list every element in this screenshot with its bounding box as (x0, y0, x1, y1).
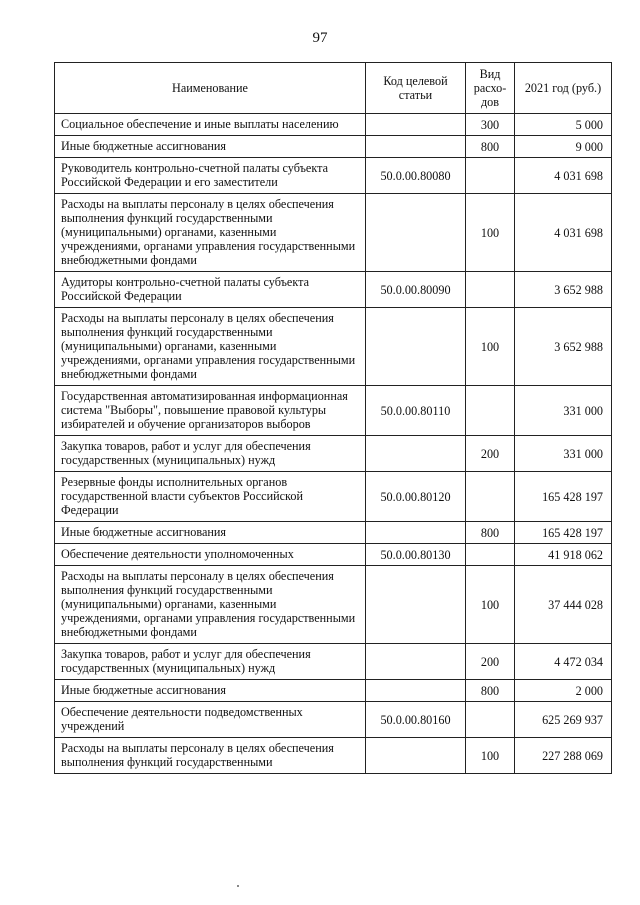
budget-table (54, 62, 612, 774)
row-target-code (366, 436, 466, 472)
row-expense-type (466, 544, 515, 566)
table-row (55, 308, 612, 386)
page-number: 97 (312, 30, 328, 46)
row-target-code (366, 522, 466, 544)
row-expense-type: 100 (466, 566, 515, 644)
row-expense-type: 800 (466, 522, 515, 544)
header-expense-type: Вид расхо-дов (466, 63, 515, 114)
row-expense-type: 100 (466, 308, 515, 386)
table-row (55, 272, 612, 308)
row-expense-type (466, 272, 515, 308)
row-expense-type: 200 (466, 644, 515, 680)
table-row (55, 738, 612, 774)
row-expense-type: 100 (466, 194, 515, 272)
row-target-code: 50.0.00.80110 (366, 386, 466, 436)
row-name: Расходы на выплаты персоналу в целях обеспечения выполнения функций государственными (муниципальными) органами, казенными учреждениями, органами управления государственными внебюджетными фондами (55, 194, 366, 272)
row-name: Обеспечение деятельности уполномоченных (55, 544, 366, 566)
row-expense-type (466, 472, 515, 522)
table-row (55, 114, 612, 136)
row-expense-type (466, 386, 515, 436)
row-amount: 165 428 197 (515, 472, 612, 522)
row-amount: 41 918 062 (515, 544, 612, 566)
row-name: Закупка товаров, работ и услуг для обеспечения государственных (муниципальных) нужд (55, 436, 366, 472)
row-name: Иные бюджетные ассигнования (55, 136, 366, 158)
row-amount: 9 000 (515, 136, 612, 158)
table-row (55, 644, 612, 680)
row-amount: 3 652 988 (515, 308, 612, 386)
table-row (55, 566, 612, 644)
row-amount: 5 000 (515, 114, 612, 136)
row-amount: 165 428 197 (515, 522, 612, 544)
row-name: Резервные фонды исполнительных органов государственной власти субъектов Российской Федерации (55, 472, 366, 522)
table-header-row (55, 63, 612, 114)
row-expense-type: 300 (466, 114, 515, 136)
row-target-code (366, 566, 466, 644)
row-amount: 625 269 937 (515, 702, 612, 738)
table-row (55, 386, 612, 436)
header-code: Код целевой статьи (366, 63, 466, 114)
scan-speck (237, 885, 239, 887)
table-row (55, 472, 612, 522)
row-expense-type: 800 (466, 136, 515, 158)
row-target-code (366, 114, 466, 136)
row-amount: 37 444 028 (515, 566, 612, 644)
row-name: Государственная автоматизированная информационная система "Выборы", повышение правовой культуры избирателей и обучение организаторов выборов (55, 386, 366, 436)
row-target-code (366, 308, 466, 386)
row-amount: 331 000 (515, 436, 612, 472)
row-expense-type (466, 158, 515, 194)
table-row (55, 194, 612, 272)
row-name: Иные бюджетные ассигнования (55, 522, 366, 544)
row-target-code (366, 194, 466, 272)
row-name: Расходы на выплаты персоналу в целях обеспечения выполнения функций государственными (муниципальными) органами, казенными учреждениями, органами управления государственными внебюджетными фондами (55, 308, 366, 386)
row-name: Расходы на выплаты персоналу в целях обеспечения выполнения функций государственными (55, 738, 366, 774)
row-amount: 2 000 (515, 680, 612, 702)
row-expense-type: 100 (466, 738, 515, 774)
table-row (55, 702, 612, 738)
row-target-code (366, 136, 466, 158)
row-name: Обеспечение деятельности подведомственных учреждений (55, 702, 366, 738)
row-name: Социальное обеспечение и иные выплаты населению (55, 114, 366, 136)
table-row (55, 136, 612, 158)
row-target-code (366, 680, 466, 702)
row-amount: 3 652 988 (515, 272, 612, 308)
row-name: Иные бюджетные ассигнования (55, 680, 366, 702)
header-name: Наименование (55, 63, 366, 114)
row-target-code: 50.0.00.80080 (366, 158, 466, 194)
table-row (55, 158, 612, 194)
row-expense-type: 200 (466, 436, 515, 472)
row-name: Руководитель контрольно-счетной палаты субъекта Российской Федерации и его заместители (55, 158, 366, 194)
row-target-code: 50.0.00.80090 (366, 272, 466, 308)
row-target-code: 50.0.00.80130 (366, 544, 466, 566)
row-target-code (366, 644, 466, 680)
table-row (55, 436, 612, 472)
header-amount-2021: 2021 год (руб.) (515, 63, 612, 114)
row-target-code: 50.0.00.80160 (366, 702, 466, 738)
row-target-code (366, 738, 466, 774)
row-name: Расходы на выплаты персоналу в целях обеспечения выполнения функций государственными (муниципальными) органами, казенными учреждениями, органами управления государственными внебюджетными фондами (55, 566, 366, 644)
row-amount: 4 031 698 (515, 194, 612, 272)
table-row (55, 544, 612, 566)
table-row (55, 522, 612, 544)
row-expense-type (466, 702, 515, 738)
row-amount: 331 000 (515, 386, 612, 436)
table-row (55, 680, 612, 702)
row-expense-type: 800 (466, 680, 515, 702)
table-body (55, 114, 612, 774)
row-amount: 4 472 034 (515, 644, 612, 680)
row-name: Закупка товаров, работ и услуг для обеспечения государственных (муниципальных) нужд (55, 644, 366, 680)
row-target-code: 50.0.00.80120 (366, 472, 466, 522)
row-amount: 4 031 698 (515, 158, 612, 194)
row-name: Аудиторы контрольно-счетной палаты субъекта Российской Федерации (55, 272, 366, 308)
row-amount: 227 288 069 (515, 738, 612, 774)
